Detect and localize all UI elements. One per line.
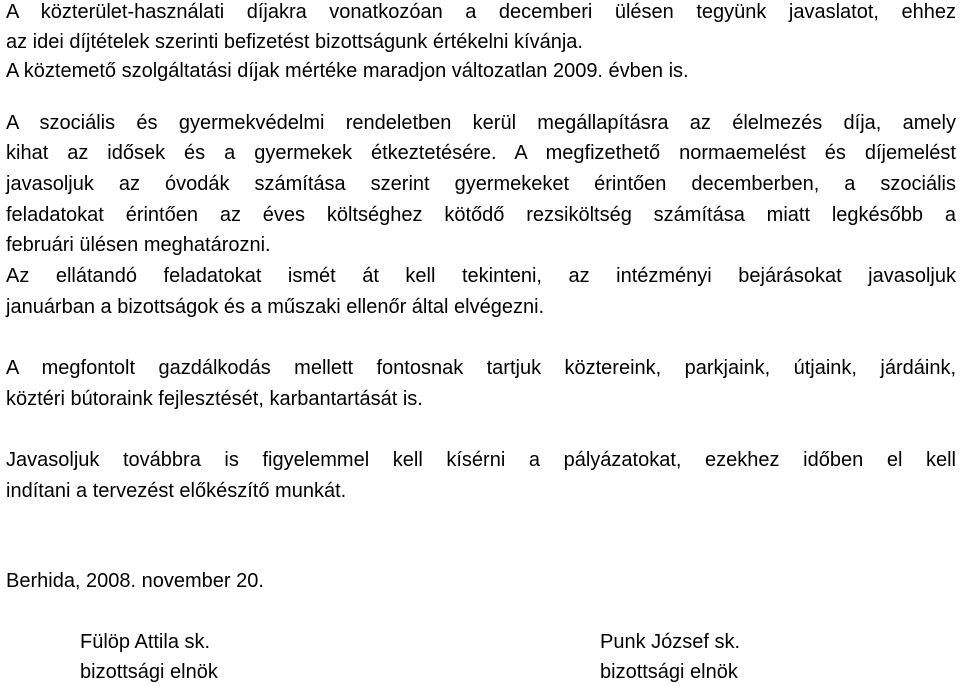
text-line: kihat az idősek és a gyermekek étkeztetésére. A megfizethető normaemelést és díjemelést — [6, 142, 956, 164]
signature-name: Fülöp Attila sk. — [80, 631, 211, 653]
text-line: Javasoljuk továbbra is figyelemmel kell kísérni a pályázatokat, ezekhez időben el kell — [6, 449, 956, 471]
text-line: januárban a bizottságok és a műszaki ellenőr által elvégezni. — [6, 296, 545, 318]
text-line: javasoljuk az óvodák számítása szerint gyermekeket érintően decemberben, a szociális — [6, 173, 956, 195]
signature-title: bizottsági elnök — [600, 661, 738, 683]
text-line: februári ülésen meghatározni. — [6, 234, 271, 256]
text-line: az idei díjtételek szerinti befizetést bizottságunk értékelni kívánja. — [6, 31, 583, 53]
text-line: A szociális és gyermekvédelmi rendeletben kerül megállapításra az élelmezés díja, amely — [6, 112, 956, 134]
signature-name: Punk József sk. — [600, 631, 741, 653]
text-line: indítani a tervezést előkészítő munkát. — [6, 480, 347, 502]
text-line: Az ellátandó feladatokat ismét át kell tekinteni, az intézményi bejárásokat javasoljuk — [6, 265, 956, 287]
text-line: köztéri bútoraink fejlesztését, karbantartását is. — [6, 388, 423, 410]
place-date: Berhida, 2008. november 20. — [6, 570, 264, 592]
text-line: A köztemető szolgáltatási díjak mértéke maradjon változatlan 2009. évben is. — [6, 60, 689, 82]
text-line: A megfontolt gazdálkodás mellett fontosnak tartjuk köztereink, parkjaink, útjaink, járdáink, — [6, 357, 956, 379]
text-line: A közterület-használati díjakra vonatkozóan a decemberi ülésen tegyünk javaslatot, ehhez — [6, 1, 956, 23]
text-line: feladatokat érintően az éves költséghez kötődő rezsiköltség számítása miatt legkésőbb a — [6, 204, 956, 226]
signature-title: bizottsági elnök — [80, 661, 218, 683]
